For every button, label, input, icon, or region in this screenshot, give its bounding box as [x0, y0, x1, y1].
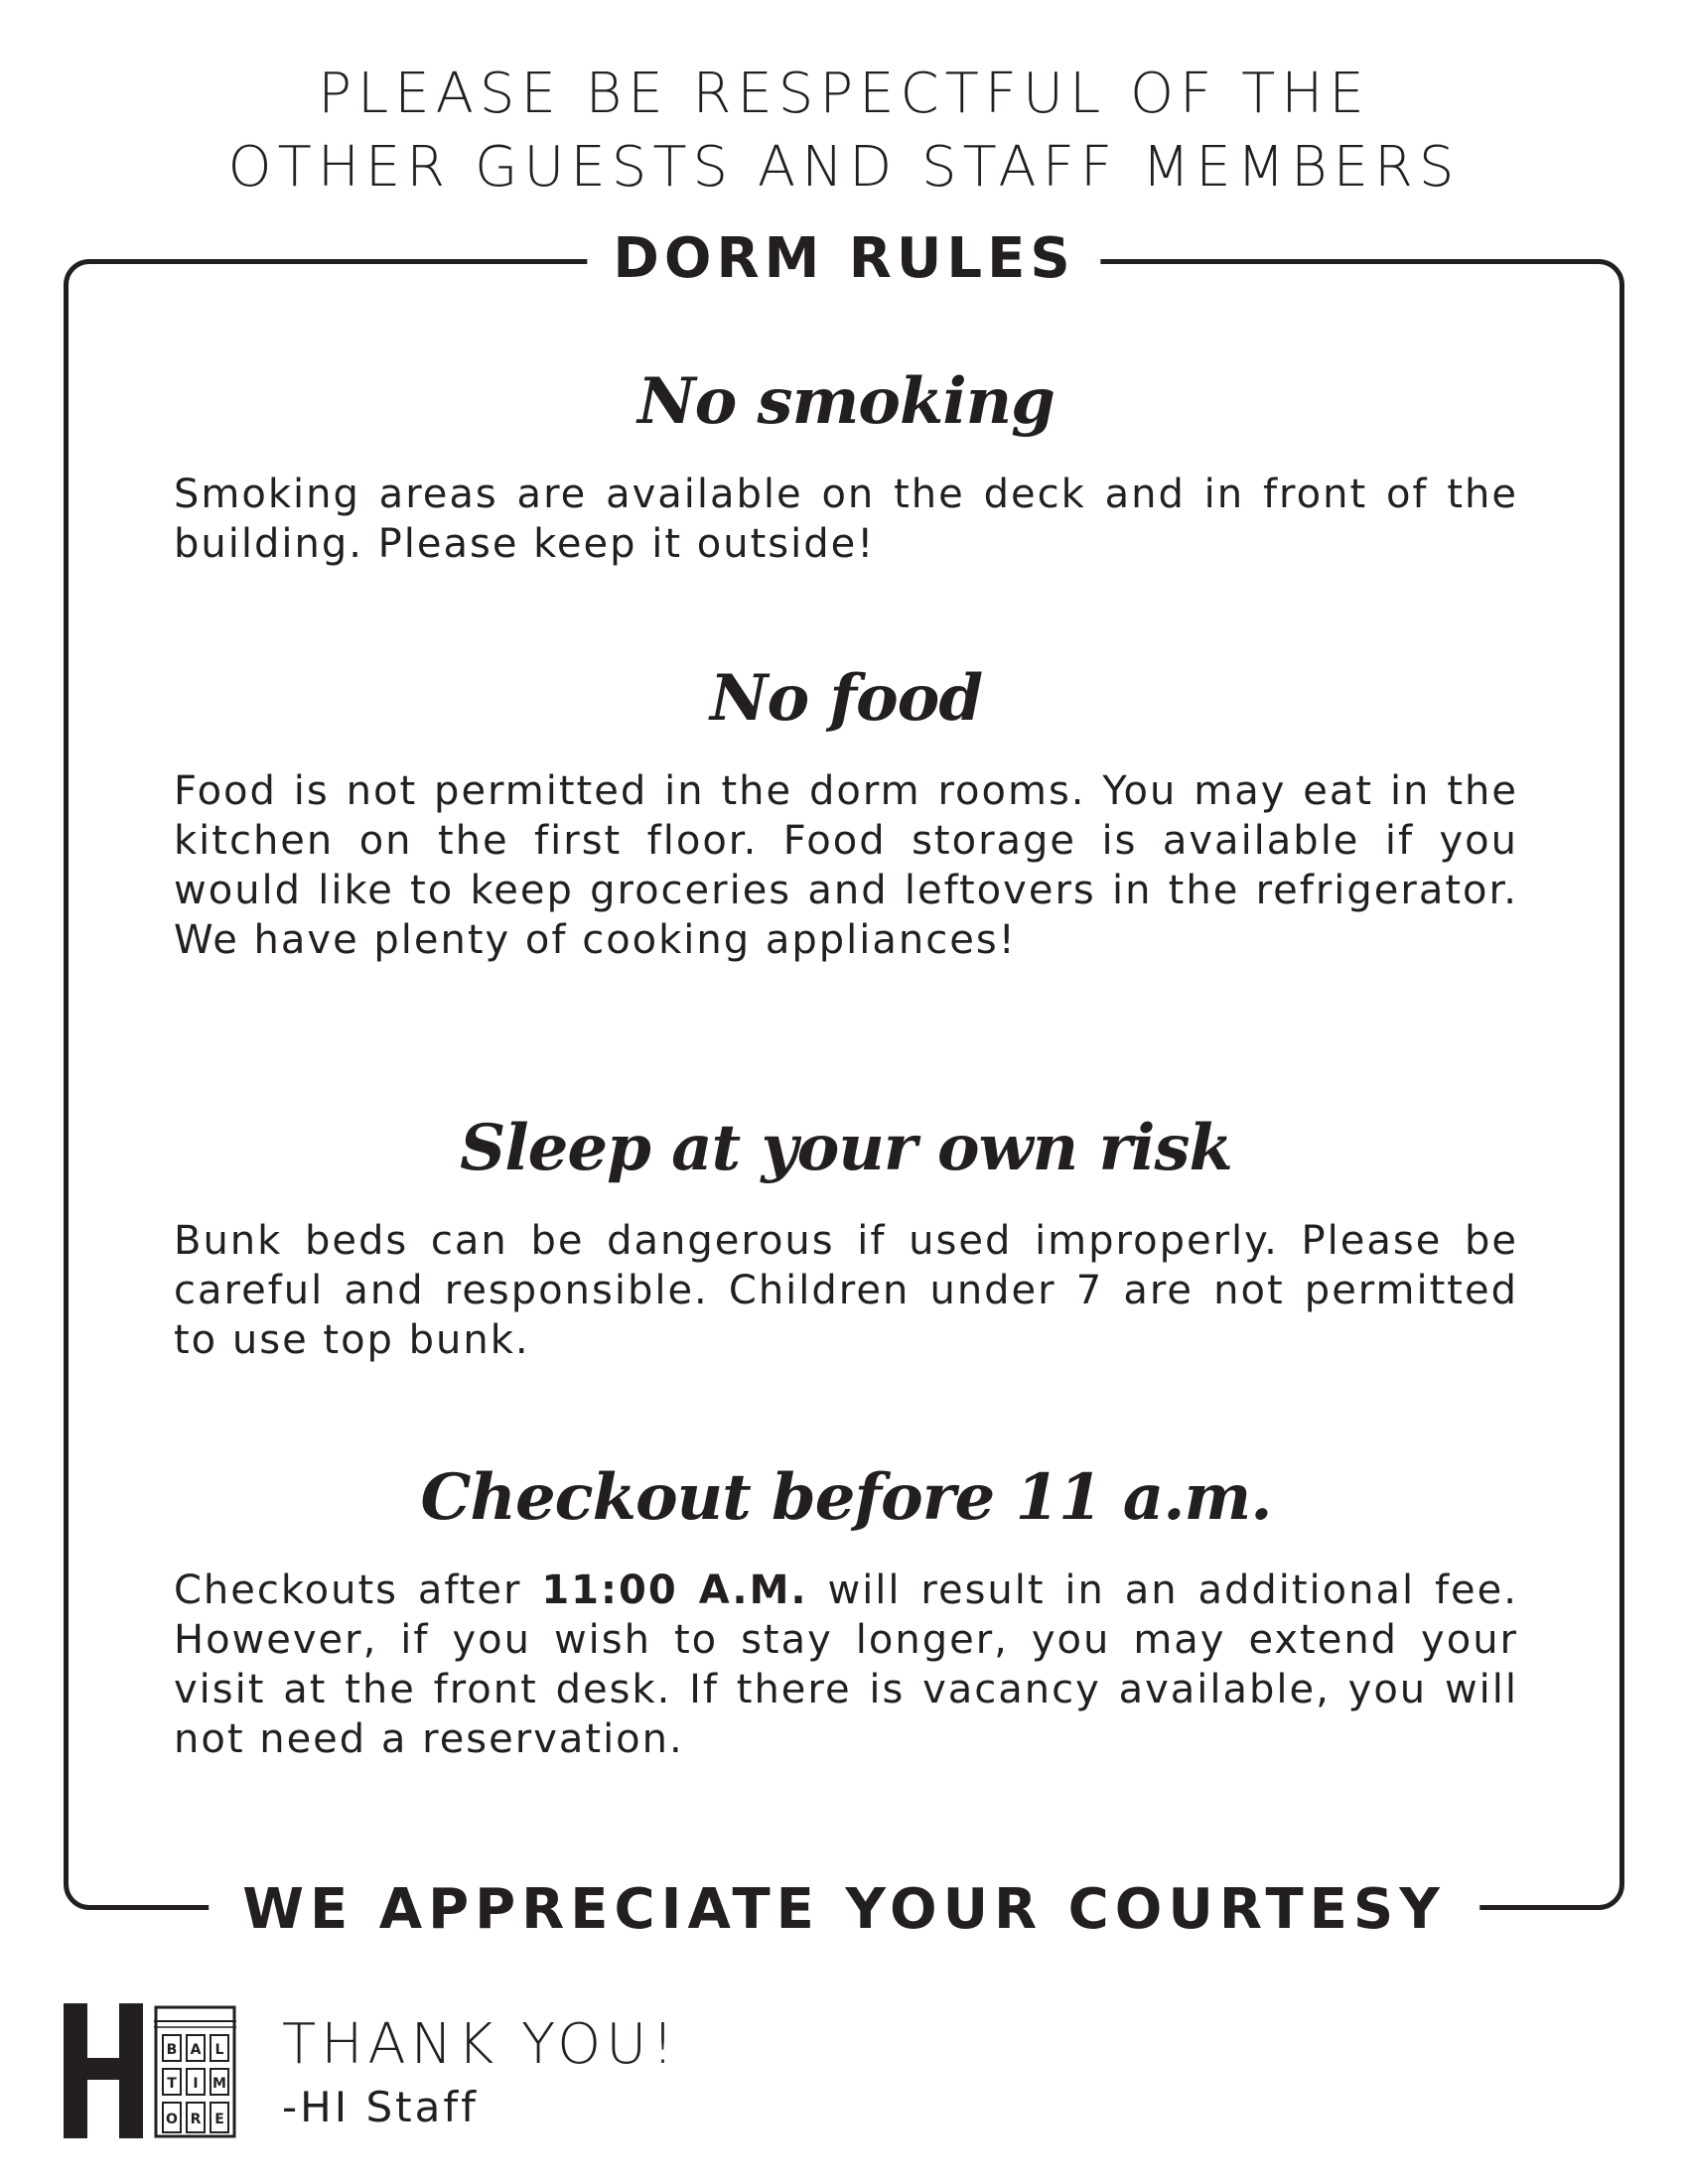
rule-no-food: [174, 659, 1518, 965]
thank-you-text: THANK YOU!: [282, 2012, 679, 2077]
rule-text: Food is not permitted in the dorm rooms. You may eat in the kitchen on the first floor. Food storage is available if you would like to keep groceries and leftovers in the refrigerator. We have plenty of cooking appliances!: [174, 768, 1518, 963]
svg-text:A: A: [190, 2042, 202, 2058]
rule-text: Bunk beds can be dangerous if used improperly. Please be careful and responsible. Children under 7 are not permitted to use top bunk.: [174, 1218, 1518, 1363]
page-heading: [0, 58, 1688, 205]
rule-title: Checkout before 11 a.m.: [420, 1460, 1272, 1535]
rule-title: No smoking: [637, 364, 1055, 439]
rule-title: No food: [709, 661, 983, 736]
svg-text:O: O: [166, 2112, 178, 2127]
rule-text-part: will result in an additional fee. However, if you wish to stay longer, you may extend your visit at the front desk. If there is vacancy available, you will not need a reservation.: [174, 1568, 1518, 1762]
svg-text:L: L: [214, 2042, 224, 2058]
svg-text:I: I: [193, 2076, 199, 2092]
svg-text:M: M: [212, 2076, 226, 2092]
rule-text-part: Checkouts after: [174, 1568, 542, 1613]
hi-baltimore-logo: [64, 2003, 238, 2138]
checkout-time: 11:00 A.M.: [541, 1568, 808, 1613]
rule-text: [174, 1566, 1518, 1764]
frame-title: DORM RULES: [587, 224, 1100, 294]
rule-checkout: [174, 1458, 1518, 1764]
rule-text: Smoking areas are available on the deck and in front of the building. Please keep it outside!: [174, 472, 1518, 567]
rule-sleep-risk: [174, 1109, 1518, 1365]
heading-line-2: OTHER GUESTS AND STAFF MEMBERS: [227, 135, 1461, 200]
staff-signature: -HI Staff: [282, 2083, 479, 2131]
svg-text:E: E: [214, 2112, 224, 2127]
rule-title: Sleep at your own risk: [460, 1111, 1232, 1185]
svg-text:R: R: [190, 2112, 202, 2127]
heading-line-1: PLEASE BE RESPECTFUL OF THE: [318, 62, 1370, 126]
rule-no-smoking: [174, 362, 1518, 569]
svg-text:B: B: [166, 2042, 178, 2058]
svg-text:T: T: [167, 2076, 177, 2092]
courtesy-banner: WE APPRECIATE YOUR COURTESY: [209, 1872, 1479, 1948]
